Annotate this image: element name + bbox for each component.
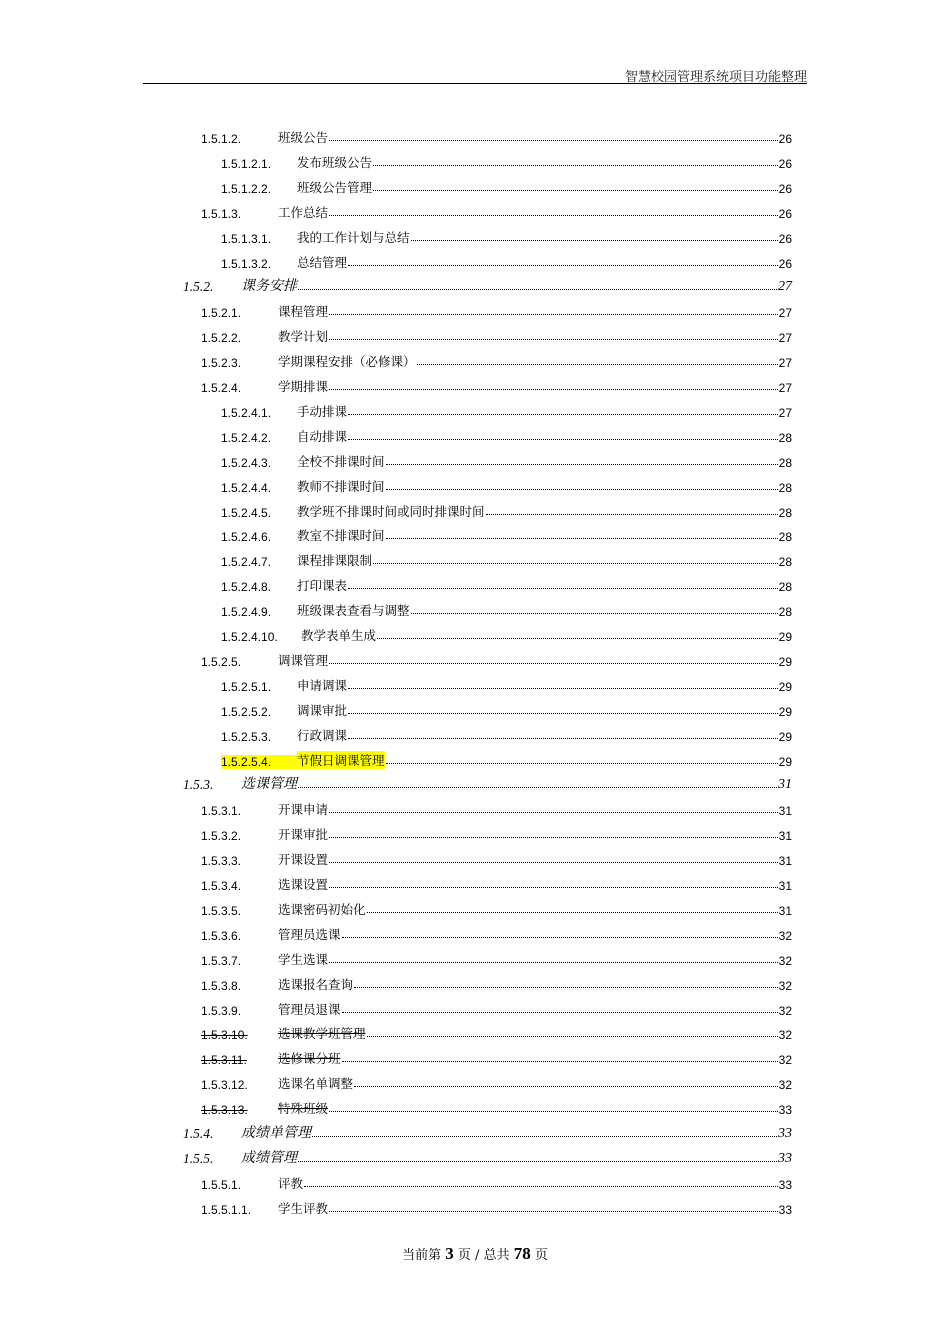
toc-entry-page: 31 (778, 829, 792, 844)
toc-entry-title: 选课设置 (278, 877, 329, 892)
toc-entry-page: 31 (778, 903, 792, 918)
toc-entry[interactable] (201, 647, 792, 669)
toc-entry-number: 1.5.1.3.1. (221, 231, 272, 246)
toc-dot-leader (373, 190, 778, 191)
toc-entry[interactable] (201, 199, 792, 221)
toc-entry-page: 33 (778, 1126, 792, 1141)
toc-entry-number: 1.5.2.5. (201, 654, 242, 669)
toc-entry[interactable] (221, 423, 792, 445)
toc-dot-leader (348, 738, 778, 739)
toc-dot-leader (329, 887, 778, 888)
toc-dot-leader (329, 389, 778, 390)
toc-entry-title: 选课报名查询 (278, 976, 354, 992)
toc-entry-number: 1.5.1.2. (201, 132, 242, 146)
toc-dot-leader (348, 265, 778, 266)
toc-entry-page: 32 (778, 953, 792, 968)
toc-entry[interactable] (201, 1045, 792, 1067)
toc-entry[interactable] (221, 622, 792, 644)
toc-entry-page: 31 (778, 879, 792, 893)
toc-entry-page: 27 (778, 279, 792, 295)
toc-entry-number: 1.5.2.5.3. (221, 729, 272, 744)
toc-entry[interactable] (201, 1195, 792, 1217)
toc-entry-number: 1.5.1.3.2. (221, 256, 272, 271)
toc-entry-page: 32 (778, 1078, 792, 1093)
toc-entry-title: 选课名单调整 (278, 1076, 354, 1092)
toc-entry-page: 29 (778, 754, 792, 769)
toc-entry-page: 26 (778, 256, 792, 271)
toc-entry-title: 调课管理 (278, 652, 329, 668)
toc-entry-number: 1.5.3.2. (201, 829, 242, 844)
toc-entry-title: 工作总结 (278, 204, 329, 220)
toc-entry-page: 28 (778, 555, 792, 570)
toc-entry[interactable] (201, 871, 792, 893)
toc-entry-title: 班级课表查看与调整 (297, 603, 410, 619)
toc-dot-leader (417, 364, 778, 365)
toc-entry-title: 发布班级公告 (297, 154, 373, 170)
toc-entry-page: 28 (778, 580, 792, 595)
toc-entry-title: 节假日调课管理 (297, 752, 385, 768)
toc-entry[interactable] (183, 771, 792, 793)
toc-entry-number: 1.5.3.4. (201, 879, 242, 893)
toc-entry[interactable] (221, 572, 792, 594)
toc-entry[interactable] (221, 547, 792, 569)
toc-entry[interactable] (221, 672, 792, 694)
toc-entry-title: 选课密码初始化 (278, 901, 366, 917)
toc-entry-number: 1.5.3.8. (201, 978, 242, 993)
toc-entry-number: 1.5.5. (183, 1150, 214, 1166)
toc-dot-leader (348, 439, 778, 440)
toc-entry-number: 1.5.2.4.5. (221, 505, 272, 520)
toc-dot-leader (486, 514, 778, 515)
toc-entry-title: 课程管理 (278, 304, 329, 320)
toc-entry[interactable] (201, 124, 792, 146)
toc-dot-leader (298, 289, 777, 290)
toc-dot-leader (329, 812, 778, 813)
toc-entry-number: 1.5.2.4.4. (221, 480, 272, 495)
toc-entry-page: 28 (778, 430, 792, 445)
toc-entry-page: 31 (778, 804, 792, 819)
toc-dot-leader (298, 1161, 777, 1162)
toc-dot-leader (348, 713, 778, 714)
toc-entry[interactable] (221, 722, 792, 744)
toc-entry[interactable] (201, 348, 792, 370)
toc-entry-page: 28 (778, 530, 792, 545)
toc-entry-number: 1.5.2.4. (201, 381, 242, 395)
toc-entry-number: 1.5.2.5.2. (221, 704, 272, 719)
toc-entry-page: 27 (778, 381, 792, 395)
toc-dot-leader (373, 563, 778, 564)
toc-entry-title: 教师不排课时间 (297, 478, 385, 494)
toc-entry-page: 33 (778, 1202, 792, 1217)
toc-entry-title: 开课申请 (278, 802, 329, 818)
toc-entry-number: 1.5.3.9. (201, 1003, 242, 1018)
toc-entry-number: 1.5.2.4.8. (221, 580, 272, 595)
toc-entry-page: 32 (778, 928, 792, 943)
toc-entry-title: 选修课分班 (278, 1051, 341, 1067)
toc-entry-number: 1.5.2.3. (201, 356, 242, 371)
toc-entry-number: 1.5.2.4.2. (221, 430, 272, 445)
toc-entry[interactable] (201, 896, 792, 918)
toc-entry-page: 27 (778, 306, 792, 321)
toc-dot-leader (386, 538, 778, 539)
footer-total-pages: 78 (513, 1244, 531, 1263)
toc-dot-leader (342, 1012, 778, 1013)
toc-entry-page: 32 (778, 1028, 792, 1043)
toc-entry-title: 学期排课 (278, 379, 329, 394)
toc-entry-page: 27 (778, 356, 792, 371)
toc-entry[interactable] (201, 971, 792, 993)
toc-entry[interactable] (201, 796, 792, 818)
toc-entry-page: 28 (778, 605, 792, 620)
toc-entry[interactable] (201, 996, 792, 1018)
toc-entry[interactable] (201, 946, 792, 968)
footer-current-page: 3 (445, 1244, 454, 1263)
toc-entry-page: 27 (778, 331, 792, 346)
toc-entry-title: 教学计划 (278, 329, 329, 345)
toc-entry[interactable] (221, 597, 792, 619)
toc-entry[interactable] (221, 448, 792, 470)
toc-entry-page: 26 (778, 231, 792, 246)
page-footer (0, 1244, 950, 1264)
toc-entry-title: 开课设置 (278, 852, 329, 868)
toc-entry-number: 1.5.2.4.1. (221, 405, 272, 420)
toc-dot-leader (377, 638, 778, 639)
toc-entry-number: 1.5.2.5.4. (221, 755, 297, 769)
toc-entry-page: 31 (778, 854, 792, 869)
toc-entry-title: 管理员退课 (278, 1001, 341, 1017)
toc-entry-number: 1.5.1.2.1. (221, 156, 272, 171)
toc-entry[interactable] (221, 522, 792, 544)
footer-suffix: 页 (534, 1248, 548, 1263)
toc-dot-leader (411, 613, 778, 614)
toc-dot-leader (348, 414, 778, 415)
toc-entry-title: 教室不排课时间 (297, 528, 385, 544)
toc-dot-leader (386, 489, 778, 490)
toc-entry-page: 26 (778, 181, 792, 196)
toc-entry-page: 26 (778, 156, 792, 171)
toc-entry-title: 学生评教 (278, 1200, 329, 1216)
toc-entry[interactable] (201, 298, 792, 320)
toc-entry-number: 1.5.3.13. (201, 1103, 248, 1118)
toc-entry-number: 1.5.3.12. (201, 1078, 248, 1093)
toc-entry-number: 1.5.5.1. (201, 1177, 242, 1192)
toc-entry[interactable] (201, 846, 792, 868)
toc-entry-title: 教学班不排课时间或同时排课时间 (297, 503, 485, 519)
toc-dot-leader (329, 862, 778, 863)
toc-entry-title: 打印课表 (297, 578, 348, 594)
toc-dot-leader (329, 663, 778, 664)
toc-entry-number: 1.5.3.6. (201, 928, 242, 943)
toc-entry-page: 32 (778, 1003, 792, 1018)
toc-entry-title: 管理员选课 (278, 926, 341, 942)
toc-dot-leader (329, 962, 778, 963)
toc-entry-title: 申请调课 (297, 677, 348, 693)
toc-dot-leader (411, 240, 778, 241)
toc-dot-leader (348, 688, 778, 689)
toc-dot-leader (348, 588, 778, 589)
toc-dot-leader (354, 1086, 778, 1087)
toc-entry-title: 课程排课限制 (297, 553, 373, 569)
toc-entry-title: 手动排课 (297, 403, 348, 419)
toc-dot-leader (367, 1036, 778, 1037)
toc-entry-number: 1.5.4. (183, 1126, 214, 1141)
toc-entry-page: 29 (778, 729, 792, 744)
toc-entry-title: 成绩单管理 (241, 1125, 311, 1141)
toc-entry-number: 1.5.5.1.1. (201, 1202, 252, 1217)
toc-entry[interactable] (221, 747, 792, 769)
toc-entry-title: 成绩管理 (241, 1149, 297, 1166)
footer-prefix: 当前第 (402, 1248, 442, 1263)
toc-entry-number: 1.5.2.5.1. (221, 679, 272, 694)
toc-entry-title: 选课管理 (241, 776, 297, 793)
toc-entry[interactable] (183, 1145, 792, 1167)
toc-entry-page: 26 (778, 206, 792, 221)
toc-entry-title: 我的工作计划与总结 (297, 229, 410, 245)
toc-entry-page: 29 (778, 679, 792, 694)
toc-entry[interactable] (221, 174, 792, 196)
toc-entry-number: 1.5.3.10. (201, 1028, 248, 1043)
toc-entry-number: 1.5.3.11. (201, 1053, 247, 1068)
toc-entry[interactable] (183, 1120, 792, 1142)
toc-dot-leader (342, 937, 778, 938)
toc-entry[interactable] (221, 149, 792, 171)
toc-entry-number: 1.5.2.4.6. (221, 530, 272, 545)
toc-entry-page: 33 (778, 1177, 792, 1192)
toc-entry-title: 开课审批 (278, 827, 329, 843)
toc-entry-number: 1.5.3.1. (201, 804, 242, 819)
toc-entry-page: 32 (778, 978, 792, 993)
toc-entry-title: 课务安排 (241, 278, 297, 295)
toc-entry-number: 1.5.2.4.9. (221, 605, 272, 620)
toc-entry[interactable] (201, 323, 792, 345)
toc-entry-page: 28 (778, 455, 792, 470)
toc-entry[interactable] (201, 1070, 792, 1092)
toc-entry-title: 教学表单生成 (301, 628, 377, 643)
toc-entry-page: 27 (778, 405, 792, 420)
toc-entry-number: 1.5.3.3. (201, 854, 242, 869)
toc-entry-page: 29 (778, 704, 792, 719)
toc-dot-leader (304, 1186, 778, 1187)
toc-entry-number: 1.5.2.1. (201, 306, 242, 321)
toc-entry-number: 1.5.2.4.7. (221, 555, 272, 570)
toc-dot-leader (386, 763, 778, 764)
toc-entry[interactable] (221, 224, 792, 246)
toc-dot-leader (312, 1136, 777, 1137)
toc-dot-leader (386, 464, 778, 465)
toc-entry[interactable] (221, 498, 792, 520)
toc-entry-page: 32 (778, 1053, 792, 1068)
toc-entry-title: 自动排课 (297, 428, 348, 444)
header-divider (143, 83, 807, 84)
toc-entry-number: 1.5.2.2. (201, 331, 242, 346)
toc-entry[interactable] (201, 1170, 792, 1192)
toc-dot-leader (329, 1211, 778, 1212)
toc-entry-title: 调课审批 (297, 702, 348, 718)
toc-dot-leader (329, 314, 778, 315)
toc-entry[interactable] (221, 398, 792, 420)
toc-dot-leader (329, 140, 778, 141)
toc-entry-title: 总结管理 (297, 254, 348, 270)
toc-entry[interactable] (201, 373, 792, 395)
toc-entry-number: 1.5.2. (183, 279, 214, 295)
toc-entry-page: 29 (778, 630, 792, 644)
toc-entry-title: 全校不排课时间 (297, 453, 385, 469)
toc-dot-leader (354, 987, 778, 988)
toc-entry[interactable] (221, 473, 792, 495)
toc-entry-title: 学生选课 (278, 951, 329, 967)
toc-entry-page: 33 (778, 1150, 792, 1166)
footer-middle: 页 / 总共 (457, 1248, 510, 1263)
toc-entry-number: 1.5.1.2.2. (221, 181, 272, 196)
toc-entry[interactable] (201, 821, 792, 843)
toc-entry-title: 特殊班级 (278, 1101, 329, 1117)
toc-entry[interactable] (201, 1095, 792, 1117)
toc-dot-leader (298, 787, 777, 788)
header-title: 智慧校园管理系统项目功能整理 (624, 70, 807, 85)
toc-entry-title: 评教 (278, 1175, 304, 1191)
toc-entry-page: 28 (778, 480, 792, 495)
toc-entry-page: 26 (778, 132, 792, 146)
toc-entry-title: 班级公告管理 (297, 179, 373, 195)
toc-entry[interactable] (201, 921, 792, 943)
toc-entry-title: 学期课程安排（必修课） (278, 354, 416, 370)
toc-dot-leader (329, 837, 778, 838)
toc-entry-number: 1.5.1.3. (201, 206, 242, 221)
toc-entry[interactable] (183, 273, 792, 295)
toc-entry-page: 31 (778, 777, 792, 793)
toc-entry[interactable] (221, 697, 792, 719)
toc-entry-page: 28 (778, 505, 792, 520)
toc-entry[interactable] (221, 249, 792, 271)
toc-entry-number: 1.5.2.4.10. (221, 630, 278, 644)
toc-dot-leader (329, 339, 778, 340)
toc-dot-leader (342, 1061, 778, 1062)
toc-entry-title: 行政调课 (297, 727, 348, 743)
toc-dot-leader (329, 215, 778, 216)
toc-entry[interactable] (201, 1020, 792, 1042)
toc-dot-leader (373, 165, 778, 166)
toc-entry-number: 1.5.3.5. (201, 903, 242, 918)
toc-entry-page: 29 (778, 654, 792, 669)
toc-entry-page: 33 (778, 1103, 792, 1118)
toc-entry-number: 1.5.3. (183, 777, 214, 793)
toc-dot-leader (367, 912, 778, 913)
toc-entry-title: 选课教学班管理 (278, 1026, 366, 1042)
toc-entry-title: 班级公告 (278, 130, 329, 145)
toc-dot-leader (329, 1111, 778, 1112)
toc-entry-number: 1.5.2.4.3. (221, 455, 272, 470)
toc-entry-number: 1.5.3.7. (201, 953, 242, 968)
